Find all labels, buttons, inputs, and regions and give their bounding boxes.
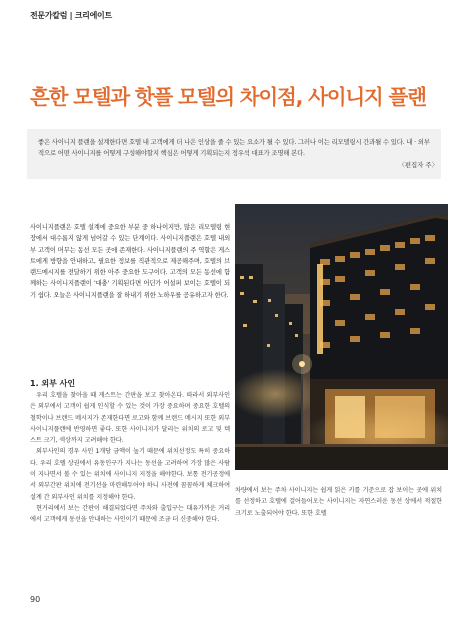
article-title: 흔한 모텔과 핫플 모텔의 차이점, 사이니지 플랜 xyxy=(30,85,426,109)
right-column-text: 차량에서 보는 주차 사이니지는 쉽게 읽은 키를 기준으로 잡 보이는 곳에 위치를 선정하고 호텔에 걸어들어오는 사이니지는 자연스러운 동선 상에서 적절한 크기로 노출되어야 한다. 또한 호텔 xyxy=(235,487,442,517)
section-1-title: 1. 외부 사인 xyxy=(30,379,76,388)
hotel-night-image xyxy=(235,204,448,470)
section-1-body xyxy=(30,390,230,526)
body-paragraph: 우리 호텔을 찾아올 때 게스트는 간판을 보고 찾아온다. 따라서 외부사인은 외부에서 고객이 쉽게 인식할 수 있는 것이 가장 중요하며 중요한 호텔의 철학이나 브랜드 메시지가 존재한다면 로고와 함께 브랜드 메시지 또한 외부 사이니지플랜에 반영하면 좋다. 또한 사이니지가 달리는 위치의 로고 및 텍스트 크기, 색상까지 고려해야 한다. xyxy=(30,392,230,445)
editor-credit: 〈편집자 주〉 xyxy=(398,161,438,169)
hotel-photo xyxy=(235,204,448,470)
lead-paragraph: 사이니지플랜은 호텔 설계에 중요한 부분 중 하나이지만, 많은 리모델링 현장에서 대수롭지 않게 넘어갈 수 있는 단계이다. 사이니지플랜은 호텔 내외부 고객이 머무는 동선 모든 곳에 존재한다. 사이니지플랜의 주 역할은 게스트에게 방향을 안내하고, 필요한 정보를 직관적으로 제공해주며, 호텔의 브랜드메시지를 전달하기 위한 아주 중요한 도구이다. 고객의 모든 동선에 함께하는 사이니지플랜이 '대충' 기획된다면 어딘가 어설퍼 보이는 호텔이 되기 쉽다. 오늘은 사이니지플랜을 잘 하내기 위한 노하우를 공유하고자 한다. xyxy=(30,224,230,299)
section-tag: 전문가칼럼 | 크리에이트 xyxy=(30,11,112,20)
body-paragraph: 외부사인의 경우 사인 1개당 금액이 높기 때문에 위치선정도 특히 중요하다. 우리 호텔 상권에서 유동인구가 지나는 동선을 고려하여 가장 많은 사람이 지나면서 볼 수 있는 위치에 사이니지 지정을 해야한다. 보통 전기공정에서 외부간판 위치에 전기선을 마련해두어야 하니 사전에 꼼꼼하게 체크하여 설계 간 외부사인 위치를 지정해야 한다. xyxy=(30,448,230,501)
page-number: 90 xyxy=(30,595,41,604)
intro-text: 좋은 사이니지 플랜을 설계한다면 호텔 내 고객에게 더 나은 인상을 줄 수 있는 요소가 될 수 있다. 그러나 이는 리모델링시 간과될 수 있다. 내 · 외부적으로 어떤 사이니지를 어떻게 구성해야할지 핵심은 어떻게 기획되는지 정우석 대표가 조명해 본다. xyxy=(38,138,430,157)
body-paragraph: 현거리에서 보는 간판이 해결되었다면 주차와 출입구는 대유가까운 거리에서 고객에게 동선을 안내하는 사인이기 때문에 조금 더 신중해야 한다. xyxy=(30,504,230,524)
